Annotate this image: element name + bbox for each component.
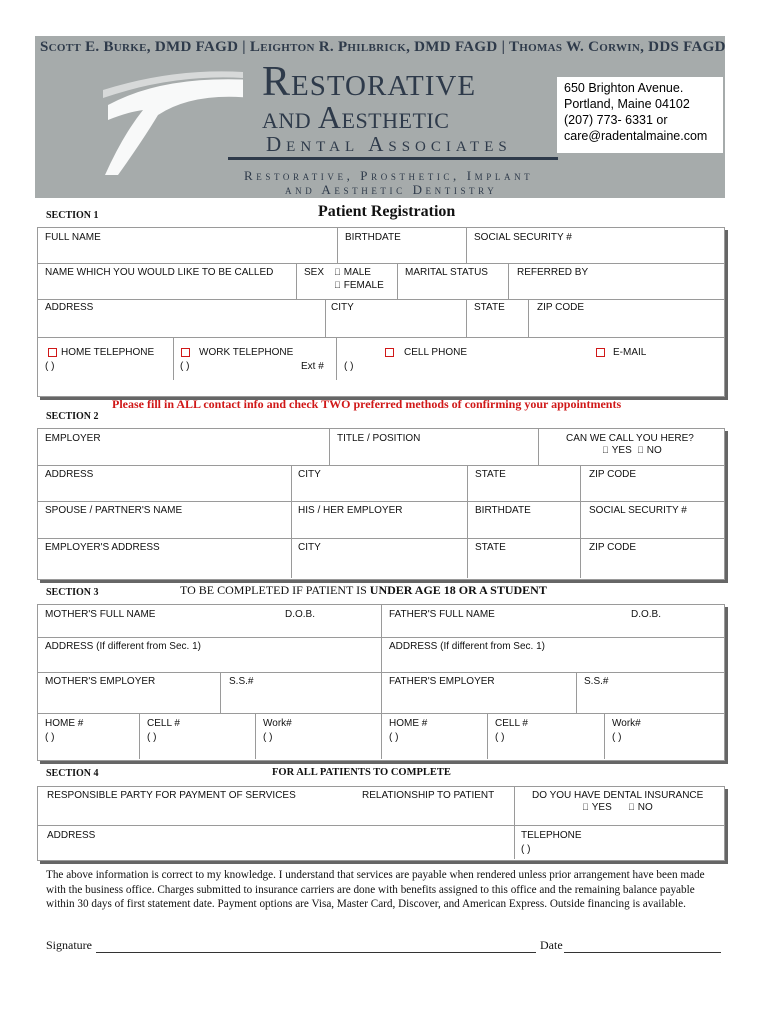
father-dob-field[interactable]: D.O.B. <box>631 609 662 620</box>
divider <box>538 429 539 465</box>
yes-label: YES <box>585 802 606 813</box>
responsible-address-field[interactable]: ADDRESS <box>47 830 96 841</box>
employer-address-field[interactable]: ADDRESS <box>45 469 94 480</box>
divider <box>508 264 509 299</box>
relationship-field[interactable]: RELATIONSHIP TO PATIENT <box>362 790 495 801</box>
city-field[interactable]: CITY <box>331 302 354 313</box>
address-line: care@radentalmaine.com <box>564 129 708 143</box>
apple-icon <box>582 802 589 812</box>
section4-heading: FOR ALL PATIENTS TO COMPLETE <box>272 767 451 778</box>
date-line[interactable] <box>564 952 721 953</box>
section1-box <box>37 227 725 397</box>
phone-paren: ( ) <box>263 732 273 743</box>
extension-field[interactable]: Ext # <box>301 361 324 372</box>
insurance-no-option[interactable] <box>628 802 653 813</box>
logo-mark <box>103 70 243 180</box>
cell-label: CELL # <box>495 718 528 729</box>
practice-address <box>557 77 723 153</box>
divider <box>38 299 724 300</box>
zip-field[interactable]: ZIP CODE <box>537 302 585 313</box>
divider <box>38 538 724 539</box>
divider <box>397 264 398 299</box>
full-name-field[interactable]: FULL NAME <box>45 232 101 243</box>
no-label: NO <box>640 445 655 456</box>
checkbox-icon[interactable] <box>181 348 190 357</box>
mother-home-phone-field[interactable] <box>45 718 83 743</box>
mother-address-field[interactable]: ADDRESS (If different from Sec. 1) <box>45 641 201 652</box>
contact-instructions: Please fill in ALL contact info and check TWO preferred methods of confirming your appointments <box>112 397 622 411</box>
brand-name-line1: Restorative <box>262 59 477 105</box>
phone-paren: ( ) <box>45 732 55 743</box>
section3-heading <box>180 583 547 598</box>
home-telephone-option[interactable] <box>48 347 154 358</box>
divider <box>38 501 724 502</box>
spouse-employer-zip-field[interactable]: ZIP CODE <box>589 542 637 553</box>
home-label: HOME # <box>389 718 428 729</box>
mother-name-field[interactable]: MOTHER'S FULL NAME <box>45 609 156 620</box>
checkbox-icon[interactable] <box>385 348 394 357</box>
divider <box>296 264 297 299</box>
divider <box>38 337 724 338</box>
divider <box>381 605 382 759</box>
father-work-phone-field[interactable] <box>612 718 641 743</box>
divider <box>38 825 724 826</box>
tagline-line1: Restorative, Prosthetic, Implant <box>244 168 534 183</box>
address-field[interactable]: ADDRESS <box>45 302 94 313</box>
employer-field[interactable]: EMPLOYER <box>45 433 101 444</box>
father-employer-field[interactable]: FATHER'S EMPLOYER <box>389 676 495 687</box>
title-position-field[interactable]: TITLE / POSITION <box>337 433 421 444</box>
email-label: E-MAIL <box>613 347 647 358</box>
divider <box>604 714 605 759</box>
preferred-name-field[interactable]: NAME WHICH YOU WOULD LIKE TO BE CALLED <box>45 267 274 278</box>
section3-heading-prefix: TO BE COMPLETED IF PATIENT IS <box>180 583 370 597</box>
work-telephone-field[interactable]: ( ) <box>180 361 190 372</box>
employer-zip-field[interactable]: ZIP CODE <box>589 469 637 480</box>
mother-dob-field[interactable]: D.O.B. <box>285 609 316 620</box>
cell-phone-option[interactable] <box>385 347 467 358</box>
divider <box>576 673 577 713</box>
section3-label: SECTION 3 <box>46 587 99 598</box>
referred-by-field[interactable]: REFERRED BY <box>517 267 589 278</box>
spouse-ssn-field[interactable]: SOCIAL SECURITY # <box>589 505 687 516</box>
mother-employer-field[interactable]: MOTHER'S EMPLOYER <box>45 676 156 687</box>
signature-label: Signature <box>46 938 92 952</box>
divider <box>487 714 488 759</box>
divider <box>466 228 467 263</box>
responsible-party-field[interactable]: RESPONSIBLE PARTY FOR PAYMENT OF SERVICES <box>47 790 296 801</box>
doctors-list: Scott E. Burke, DMD FAGD | Leighton R. Philbrick, DMD FAGD | Thomas W. Corwin, DDS FAGD <box>40 39 726 55</box>
brand-name-line3: Dental Associates <box>266 132 512 156</box>
signature-line[interactable] <box>96 952 536 953</box>
section3-heading-emphasis: UNDER AGE 18 OR A STUDENT <box>369 583 547 597</box>
cell-label: CELL # <box>147 718 180 729</box>
logo-swoosh <box>105 79 243 175</box>
work-telephone-label: WORK TELEPHONE <box>199 347 294 358</box>
can-call-no-option[interactable] <box>637 445 662 456</box>
email-option[interactable] <box>596 347 646 358</box>
mother-ss-field[interactable]: S.S.# <box>229 676 254 687</box>
spouse-birthdate-field[interactable]: BIRTHDATE <box>475 505 531 516</box>
telephone-label: TELEPHONE <box>521 830 582 841</box>
phone-paren: ( ) <box>495 732 505 743</box>
divider <box>336 338 337 380</box>
divider <box>467 466 468 578</box>
divider <box>514 787 515 859</box>
brand-name-line2: and Aesthetic <box>262 99 450 135</box>
phone-paren: ( ) <box>147 732 157 743</box>
employer-city-field[interactable]: CITY <box>298 469 321 480</box>
no-label: NO <box>631 802 646 813</box>
checkbox-icon[interactable] <box>48 348 57 357</box>
cell-phone-field[interactable]: ( ) <box>344 361 354 372</box>
can-call-yes-option[interactable] <box>602 445 632 456</box>
father-name-field[interactable]: FATHER'S FULL NAME <box>389 609 495 620</box>
insurance-label: DO YOU HAVE DENTAL INSURANCE <box>532 790 704 801</box>
spouse-employer-field[interactable]: HIS / HER EMPLOYER <box>298 505 403 516</box>
state-field[interactable]: STATE <box>474 302 505 313</box>
divider <box>329 429 330 465</box>
work-telephone-option[interactable] <box>181 347 293 358</box>
home-telephone-label: HOME TELEPHONE <box>61 347 155 358</box>
section1-label: SECTION 1 <box>46 210 99 221</box>
spouse-employer-address-field[interactable]: EMPLOYER'S ADDRESS <box>45 542 160 553</box>
phone-paren: ( ) <box>389 732 399 743</box>
work-label: Work# <box>263 718 292 729</box>
father-cell-phone-field[interactable] <box>495 718 528 743</box>
date-label: Date <box>540 938 563 952</box>
work-label: Work# <box>612 718 641 729</box>
father-ss-field[interactable]: S.S.# <box>584 676 609 687</box>
form-title: Patient Registration <box>318 203 456 220</box>
apple-icon <box>334 267 341 277</box>
divider <box>580 466 581 578</box>
apple-icon <box>602 445 609 455</box>
section2-label: SECTION 2 <box>46 411 99 422</box>
tagline-line2: and Aesthetic Dentistry <box>285 182 498 197</box>
divider <box>139 714 140 759</box>
address-line: Portland, Maine 04102 <box>564 97 690 111</box>
sex-label: SEX <box>304 267 325 278</box>
spouse-name-field[interactable]: SPOUSE / PARTNER'S NAME <box>45 505 183 516</box>
address-line: 650 Brighton Avenue. <box>564 81 684 95</box>
marital-status-field[interactable]: MARITAL STATUS <box>405 267 488 278</box>
birthdate-field[interactable]: BIRTHDATE <box>345 232 401 243</box>
home-telephone-field[interactable]: ( ) <box>45 361 55 372</box>
yes-label: YES <box>605 445 626 456</box>
phone-paren: ( ) <box>612 732 622 743</box>
divider <box>220 673 221 713</box>
mother-cell-phone-field[interactable] <box>147 718 180 743</box>
apple-icon <box>637 445 644 455</box>
father-address-field[interactable]: ADDRESS (If different from Sec. 1) <box>389 641 545 652</box>
address-line: (207) 773- 6331 or <box>564 113 668 127</box>
apple-icon <box>628 802 635 812</box>
divider <box>291 466 292 578</box>
divider <box>337 228 338 263</box>
female-option[interactable] <box>334 280 384 291</box>
divider <box>466 300 467 337</box>
divider <box>255 714 256 759</box>
divider <box>38 263 724 264</box>
male-label: MALE <box>337 267 365 278</box>
mother-work-phone-field[interactable] <box>263 718 292 743</box>
section4-label: SECTION 4 <box>46 768 99 779</box>
employer-state-field[interactable]: STATE <box>475 469 506 480</box>
spouse-employer-state-field[interactable]: STATE <box>475 542 506 553</box>
responsible-telephone-field[interactable] <box>521 830 582 855</box>
apple-icon <box>334 280 341 290</box>
home-label: HOME # <box>45 718 84 729</box>
male-option[interactable] <box>334 267 371 278</box>
father-home-phone-field[interactable] <box>389 718 427 743</box>
divider <box>528 300 529 337</box>
spouse-employer-city-field[interactable]: CITY <box>298 542 321 553</box>
divider <box>173 338 174 380</box>
ssn-field[interactable]: SOCIAL SECURITY # <box>474 232 572 243</box>
brand-rule <box>228 157 558 160</box>
female-label: FEMALE <box>337 280 378 291</box>
phone-paren: ( ) <box>521 844 531 855</box>
divider <box>325 300 326 337</box>
insurance-yes-option[interactable] <box>582 802 612 813</box>
can-call-label: CAN WE CALL YOU HERE? <box>566 433 694 444</box>
divider <box>38 465 724 466</box>
cell-phone-label: CELL PHONE <box>404 347 467 358</box>
disclaimer-text: The above information is correct to my knowledge. I understand that services are payable when rendered unless prior arrangement have been made with the business office. Charges submitted to insurance carriers are done with benefits assigned to this office and the remaining balance payable within 30 days of first statement date. Payment options are Visa, Master Card, Discover, and American Express. Outside financing is available. <box>46 869 705 910</box>
checkbox-icon[interactable] <box>596 348 605 357</box>
